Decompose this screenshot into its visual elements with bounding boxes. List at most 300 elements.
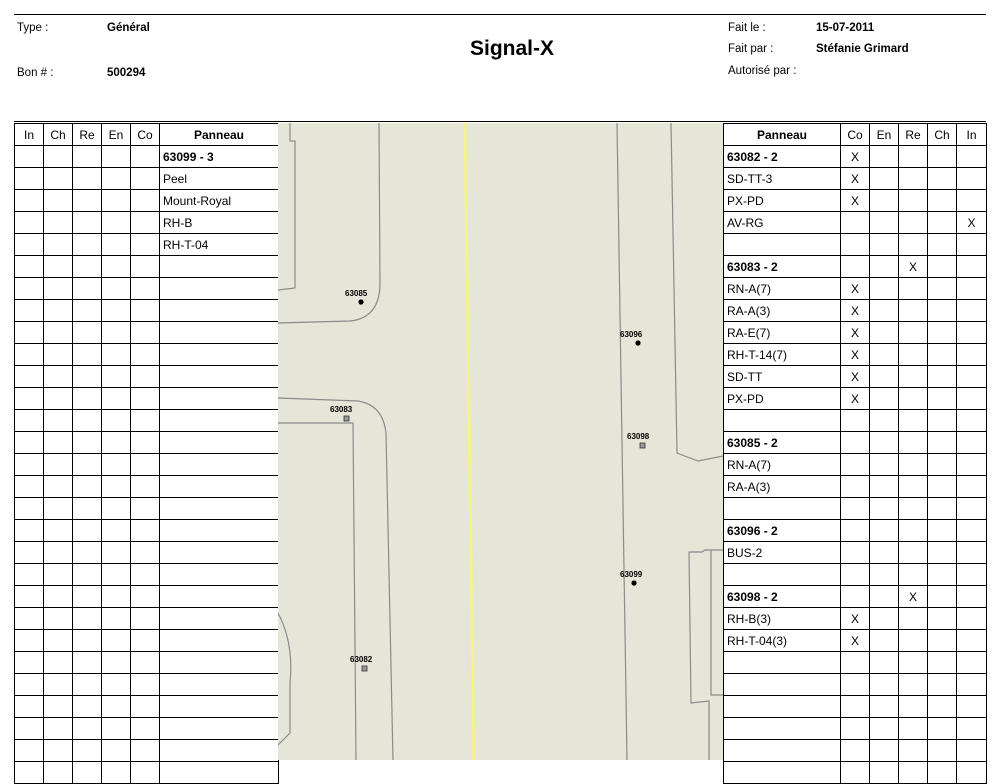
check-cell [957,542,987,564]
panneau-cell [160,608,279,630]
fait-le-value: 15-07-2011 [816,22,875,34]
panneau-cell [160,322,279,344]
check-cell [870,762,899,784]
table-row [724,146,987,168]
check-cell [899,542,928,564]
check-cell [928,388,957,410]
check-cell [15,762,44,784]
check-cell [131,278,160,300]
panneau-cell [724,234,841,256]
check-cell: X [841,322,870,344]
column-header: En [102,124,131,146]
check-cell [928,212,957,234]
check-cell [899,366,928,388]
panneau-cell: 63082 - 2 [724,146,841,168]
check-cell [102,762,131,784]
autorise-label: Autorisé par : [728,65,797,77]
panneau-cell [160,674,279,696]
table-row [15,146,279,168]
check-cell [44,652,73,674]
check-cell [102,168,131,190]
check-cell [899,762,928,784]
check-cell [957,762,987,784]
check-cell [15,630,44,652]
check-cell [928,322,957,344]
check-cell [928,586,957,608]
table-row [15,542,279,564]
check-cell [957,256,987,278]
panneau-cell [160,564,279,586]
check-cell [102,520,131,542]
check-cell [102,388,131,410]
check-cell [131,168,160,190]
panneau-cell [160,696,279,718]
check-cell [841,234,870,256]
check-cell: X [841,190,870,212]
check-cell [15,718,44,740]
check-cell [841,256,870,278]
street-map [278,123,723,760]
check-cell [870,344,899,366]
table-row [724,674,987,696]
check-cell [899,322,928,344]
sign-label: 63085 [345,289,368,298]
check-cell [73,278,102,300]
check-cell [841,454,870,476]
check-cell [131,300,160,322]
table-row [15,740,279,762]
table-row [15,696,279,718]
check-cell [928,366,957,388]
check-cell [44,762,73,784]
check-cell [44,190,73,212]
check-cell [131,146,160,168]
check-cell [102,366,131,388]
check-cell [870,498,899,520]
check-cell [899,454,928,476]
check-cell [131,586,160,608]
check-cell [102,300,131,322]
panneau-cell [160,476,279,498]
check-cell [131,498,160,520]
table-row [724,278,987,300]
check-cell [73,520,102,542]
check-cell [102,410,131,432]
check-cell [870,300,899,322]
check-cell [73,476,102,498]
table-row [724,564,987,586]
check-cell [870,432,899,454]
check-cell [44,498,73,520]
check-cell [44,344,73,366]
check-cell [131,740,160,762]
panneau-cell [160,344,279,366]
check-cell [899,146,928,168]
check-cell [102,234,131,256]
table-row [724,762,987,784]
panneau-cell [160,300,279,322]
check-cell [131,520,160,542]
table-row [724,454,987,476]
check-cell [928,630,957,652]
column-header: In [957,124,987,146]
panneau-cell [724,762,841,784]
table-row [15,168,279,190]
panneau-cell [160,366,279,388]
panneau-cell: RH-B [160,212,279,234]
panneau-cell: SD-TT-3 [724,168,841,190]
panneau-cell: PX-PD [724,388,841,410]
check-cell [131,256,160,278]
check-cell [131,344,160,366]
check-cell [44,278,73,300]
check-cell [44,146,73,168]
check-cell [15,696,44,718]
check-cell [870,168,899,190]
table-row [724,498,987,520]
check-cell [957,410,987,432]
check-cell [44,586,73,608]
check-cell [928,234,957,256]
check-cell: X [841,344,870,366]
check-cell [957,476,987,498]
check-cell [957,234,987,256]
check-cell [870,278,899,300]
left-panel-table [14,123,279,784]
check-cell [928,300,957,322]
check-cell [73,762,102,784]
check-cell [73,388,102,410]
check-cell [73,652,102,674]
check-cell [957,454,987,476]
column-header: En [870,124,899,146]
table-row [724,696,987,718]
check-cell [928,542,957,564]
check-cell [102,146,131,168]
table-row [15,256,279,278]
map-background [278,123,723,760]
sign-label: 63096 [620,330,643,339]
check-cell [44,234,73,256]
sign-marker [344,416,349,421]
panneau-cell [724,410,841,432]
panneau-cell [160,630,279,652]
check-cell: X [841,388,870,410]
check-cell [899,388,928,410]
panneau-cell [160,520,279,542]
check-cell [841,674,870,696]
check-cell [841,740,870,762]
check-cell [102,652,131,674]
panneau-cell [724,740,841,762]
check-cell [957,344,987,366]
check-cell [899,278,928,300]
check-cell [102,454,131,476]
panneau-cell [160,652,279,674]
check-cell [870,564,899,586]
check-cell [131,410,160,432]
table-row [15,674,279,696]
check-cell [73,234,102,256]
table-row [724,410,987,432]
check-cell [928,652,957,674]
table-row [724,212,987,234]
table-row [15,718,279,740]
check-cell [44,542,73,564]
check-cell [15,740,44,762]
table-row [15,630,279,652]
column-header: Re [73,124,102,146]
panneau-cell [724,652,841,674]
check-cell [131,696,160,718]
panneau-cell [724,696,841,718]
panneau-cell [160,278,279,300]
check-cell [899,608,928,630]
document-title: Signal-X [470,37,555,60]
table-row [724,344,987,366]
check-cell [73,344,102,366]
check-cell [15,190,44,212]
check-cell [131,542,160,564]
check-cell [957,498,987,520]
panneau-cell [160,762,279,784]
check-cell [928,608,957,630]
check-cell [899,652,928,674]
table-row [15,212,279,234]
column-header: Ch [44,124,73,146]
check-cell [841,652,870,674]
check-cell: X [841,146,870,168]
check-cell [44,432,73,454]
check-cell [44,366,73,388]
check-cell [899,630,928,652]
check-cell [44,608,73,630]
check-cell [15,146,44,168]
check-cell [870,212,899,234]
check-cell [841,762,870,784]
check-cell [102,630,131,652]
check-cell [102,718,131,740]
check-cell [102,696,131,718]
check-cell [102,432,131,454]
check-cell [957,564,987,586]
panneau-cell [724,564,841,586]
check-cell [899,168,928,190]
panneau-cell [160,740,279,762]
panneau-cell [160,542,279,564]
check-cell [15,410,44,432]
check-cell [102,278,131,300]
column-header: Co [131,124,160,146]
check-cell [73,696,102,718]
check-cell [957,674,987,696]
check-cell [899,344,928,366]
check-cell [957,432,987,454]
table-row [15,366,279,388]
check-cell [841,498,870,520]
column-header: Panneau [160,124,279,146]
check-cell [73,718,102,740]
check-cell [870,410,899,432]
check-cell [899,674,928,696]
check-cell [899,212,928,234]
fait-par-label: Fait par : [728,43,774,55]
check-cell [73,256,102,278]
check-cell [899,696,928,718]
panneau-cell [160,586,279,608]
check-cell [44,410,73,432]
table-row [15,608,279,630]
check-cell [131,366,160,388]
check-cell [44,168,73,190]
check-cell [841,542,870,564]
check-cell [131,762,160,784]
panneau-cell: RH-T-04(3) [724,630,841,652]
panneau-cell: 63099 - 3 [160,146,279,168]
check-cell [73,146,102,168]
table-row [15,344,279,366]
check-cell [131,388,160,410]
check-cell [15,388,44,410]
check-cell [957,322,987,344]
panneau-cell [160,454,279,476]
check-cell [73,432,102,454]
bon-value: 500294 [107,67,146,79]
check-cell [15,256,44,278]
check-cell [131,674,160,696]
check-cell [870,234,899,256]
check-cell [73,586,102,608]
sign-label: 63083 [330,405,353,414]
check-cell [15,212,44,234]
check-cell [102,344,131,366]
table-row [15,520,279,542]
check-cell [899,718,928,740]
panneau-cell: 63098 - 2 [724,586,841,608]
check-cell [73,454,102,476]
check-cell [870,630,899,652]
panneau-cell: SD-TT [724,366,841,388]
check-cell: X [899,586,928,608]
check-cell [899,498,928,520]
check-cell [928,520,957,542]
check-cell: X [899,256,928,278]
check-cell [870,718,899,740]
check-cell: X [841,630,870,652]
check-cell [841,586,870,608]
check-cell [73,212,102,234]
check-cell [870,542,899,564]
check-cell [73,608,102,630]
check-cell [131,190,160,212]
check-cell [44,256,73,278]
table-row [15,586,279,608]
check-cell [928,410,957,432]
check-cell [957,300,987,322]
check-cell [870,454,899,476]
check-cell [44,388,73,410]
check-cell [899,476,928,498]
check-cell [957,146,987,168]
check-cell [102,542,131,564]
check-cell [957,388,987,410]
check-cell [44,630,73,652]
header-row [724,124,987,146]
check-cell [957,520,987,542]
check-cell: X [957,212,987,234]
column-header: Ch [928,124,957,146]
table-row [15,410,279,432]
check-cell [15,476,44,498]
column-header: Panneau [724,124,841,146]
table-row [15,388,279,410]
table-row [724,256,987,278]
check-cell [102,498,131,520]
check-cell [928,168,957,190]
check-cell [957,190,987,212]
check-cell [899,234,928,256]
check-cell [928,718,957,740]
check-cell [44,212,73,234]
check-cell [928,146,957,168]
check-cell [957,652,987,674]
panneau-cell: RH-T-04 [160,234,279,256]
check-cell [870,586,899,608]
check-cell [73,322,102,344]
check-cell [102,586,131,608]
check-cell [870,608,899,630]
check-cell [928,344,957,366]
table-row [724,366,987,388]
check-cell [131,652,160,674]
check-cell [131,454,160,476]
check-cell [928,740,957,762]
table-row [15,300,279,322]
check-cell [870,256,899,278]
panneau-cell: RH-B(3) [724,608,841,630]
check-cell [15,300,44,322]
table-row [15,762,279,784]
check-cell [870,146,899,168]
check-cell [131,234,160,256]
check-cell [870,366,899,388]
panneau-cell: 63085 - 2 [724,432,841,454]
check-cell [15,564,44,586]
sign-marker [631,580,636,585]
table-row [15,498,279,520]
check-cell [102,190,131,212]
check-cell [928,454,957,476]
table-row [724,520,987,542]
check-cell [928,696,957,718]
check-cell [870,322,899,344]
check-cell [841,432,870,454]
check-cell [841,212,870,234]
check-cell [73,410,102,432]
table-row [724,476,987,498]
check-cell [15,278,44,300]
sign-marker [640,443,645,448]
check-cell [899,432,928,454]
table-row [15,322,279,344]
check-cell [15,168,44,190]
check-cell [73,366,102,388]
check-cell [899,740,928,762]
check-cell [131,564,160,586]
check-cell [841,696,870,718]
table-row [724,432,987,454]
column-header: Re [899,124,928,146]
